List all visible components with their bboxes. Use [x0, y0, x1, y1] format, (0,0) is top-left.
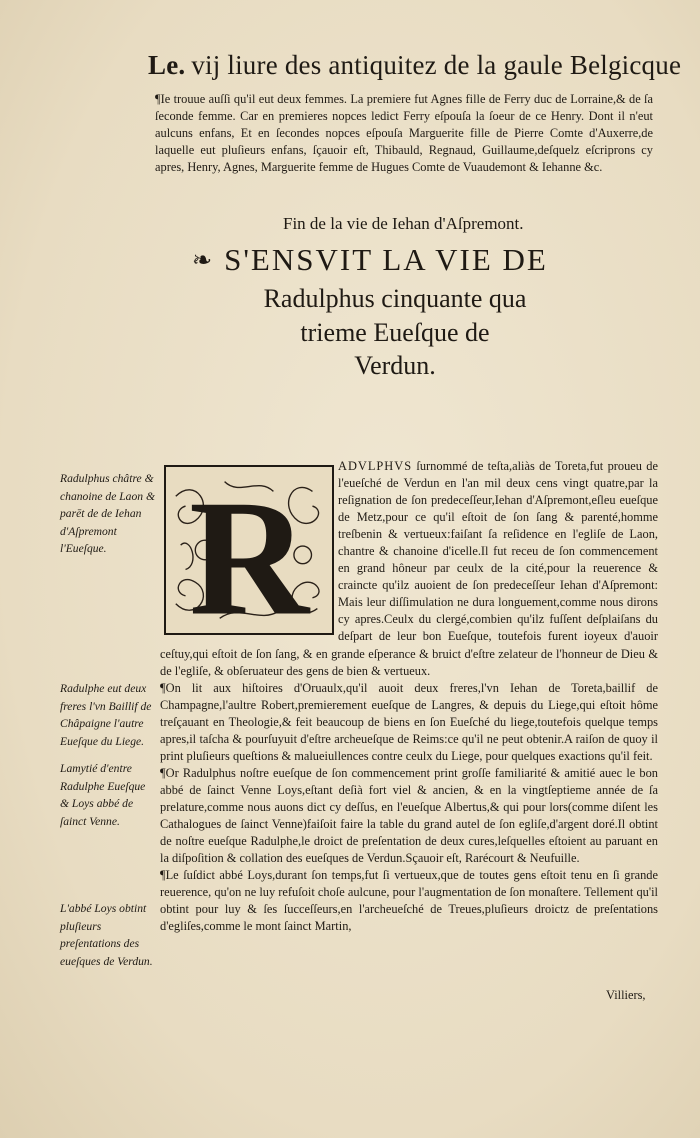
running-head	[148, 48, 682, 82]
subtitle-line-2: trieme Eueſque de	[300, 318, 490, 347]
subtitle-line-3: Verdun.	[354, 351, 436, 380]
ornament-initial-icon	[166, 467, 332, 633]
chapter-heading	[192, 242, 548, 278]
margin-note: Lamytié d'entre Radulphe Eueſque & Loys abbé de ſainct Venne.	[60, 762, 146, 828]
main-paragraph-1: ſurnommé de teſta,aliàs de Toreta,fut proueu de l'eueſché de Verdun en l'an mil deux cens vingt quatre,par la reſignation de ſon predeceſſeur,Iehan d'Aſpremont,eſleu eueſque de Metz,pour ce qu'il eſtoit de ſon ſang & parenté,homme treſbenin & vertueux:faiſant ſa reſidence en l'egliſe de Laon, chantre & chanoine d'icelle.Il fut receu de ſon commencement en grand hôneur par ceulx de la cité,pour la reuerence & craincte qu'ilz auoient de ſon predeceſſeur Iehan d'Aſpremont: Mais leur diſſimulation ne dura longuement,comme nous dirons cy apres.Ceulx du clergé,combien qu'ilz fuſſent deſplaiſans du deſpart de leur bon Eueſque, toutefois furent ioyeux d'auoir ceſtuy,qui eſtoit de ſon ſang, & en grande eſperance & bruict d'eſtre zelateur de l'honneur de Dieu & de l'egliſe, & obſeruateur des gens de bien & vertueux.	[160, 459, 658, 678]
main-paragraph-2: ¶On lit aux hiſtoires d'Oruaulx,qu'il auoit deux freres,l'vn Iehan de Toreta,baillif de Champagne,l'aultre Robert,premierement eueſque de Langres, & depuis du Liege,qui eſtoit hôme treſçauant en Theologie,& feit beaucoup de biens en ſon Eueſché du liege,toutefois quelque temps apres,il taſcha & pourſuyuit d'eſtre archeueſque de Reims:ce qu'il ne peut obtenir.A raiſon de quoy il print pluſieurs queſtions & malueiullences contre ceulx du Liege, pour quelques exactions qu'il feit.	[160, 680, 658, 763]
catchword: Villiers,	[606, 988, 646, 1002]
main-lead: ADVLPHVS	[338, 459, 413, 473]
running-head-title: vij liure des antiquitez de la gaule Belgicque	[191, 50, 682, 80]
colophon: Fin de la vie de Iehan d'Aſpremont.	[283, 214, 524, 233]
initial-letter: R	[189, 467, 309, 633]
chapter-heading-text: S'ENSVIT LA VIE DE	[224, 242, 548, 277]
margin-note: Radulphus châtre & chanoine de Laon & parēt de de Iehan d'Aſpremont l'Eueſque.	[60, 472, 155, 556]
folio: Le.	[148, 50, 186, 80]
main-paragraph-4: ¶Le ſuſdict abbé Loys,durant ſon temps,fut ſi vertueux,que de toutes gens eſtoit tenu en ſi grande reuerence, qu'on ne luy refuſoit choſe aulcune, pour l'augmentation de ſon monaſtere. Tellement qu'il obtint pour luy & ſes ſucceſſeurs,en l'archeueſché de Treues,pluſieurs droictz de preſentations d'egliſes,comme le mont ſainct Martin,	[160, 868, 658, 934]
margin-note: L'abbé Loys obtint pluſieurs preſentations des eueſques de Verdun.	[60, 902, 153, 968]
subtitle-line-1: Radulphus cinquante qua	[263, 284, 527, 313]
main-paragraph-3: ¶Or Radulphus noſtre eueſque de ſon commencement print groſſe familiarité & amitié auec le bon abbé de ſainct Venne Loys,eſtant deſià fort viel & ancien, & en la vingtſeptieme année de ſa prelature,comme nous auons dict cy deſſus, en l'eueſque Albertus,& qui pour lors(comme diſent les Cathalogues de ſainct Venne)faiſoit faire la table du grand autel de ſon egliſe,d'argent doré.Il obtint de noſtre eueſque Radulphe,le droict de preſentation de deux cures,leſquelles eſtoient au paruant en la diſpoſition & collation des eueſques de Verdun.Sçauoir eſt, Rarécourt & Neufuille.	[160, 765, 658, 866]
intro-paragraph: ¶Ie trouue auſſi qu'il eut deux femmes. La premiere fut Agnes fille de Ferry duc de Lorraine,& de ſa ſeconde femme. Car en premieres nopces ledict Ferry eſpouſa la ſoeur de ce Henry. Dont il n'eut aulcuns enfans, Et en ſecondes nopces eſpouſa Marguerite fille de Pierre Comte d'Auxerre,de laquelle eut pluſieurs enfans, ſçauoir eſt, Thibauld, Regnaud, Guillaume,deſquelz eſcriprons cy apres, Henry, Agnes, Marguerite femme de Hugues Comte de Vuaudemont & Iehanne &c.	[155, 92, 653, 174]
decorated-initial	[164, 465, 334, 635]
margin-note: Radulphe eut deux freres l'vn Baillif de Châpaigne l'autre Eueſque du Liege.	[60, 682, 152, 748]
fleuron-icon: ❧	[192, 248, 215, 274]
